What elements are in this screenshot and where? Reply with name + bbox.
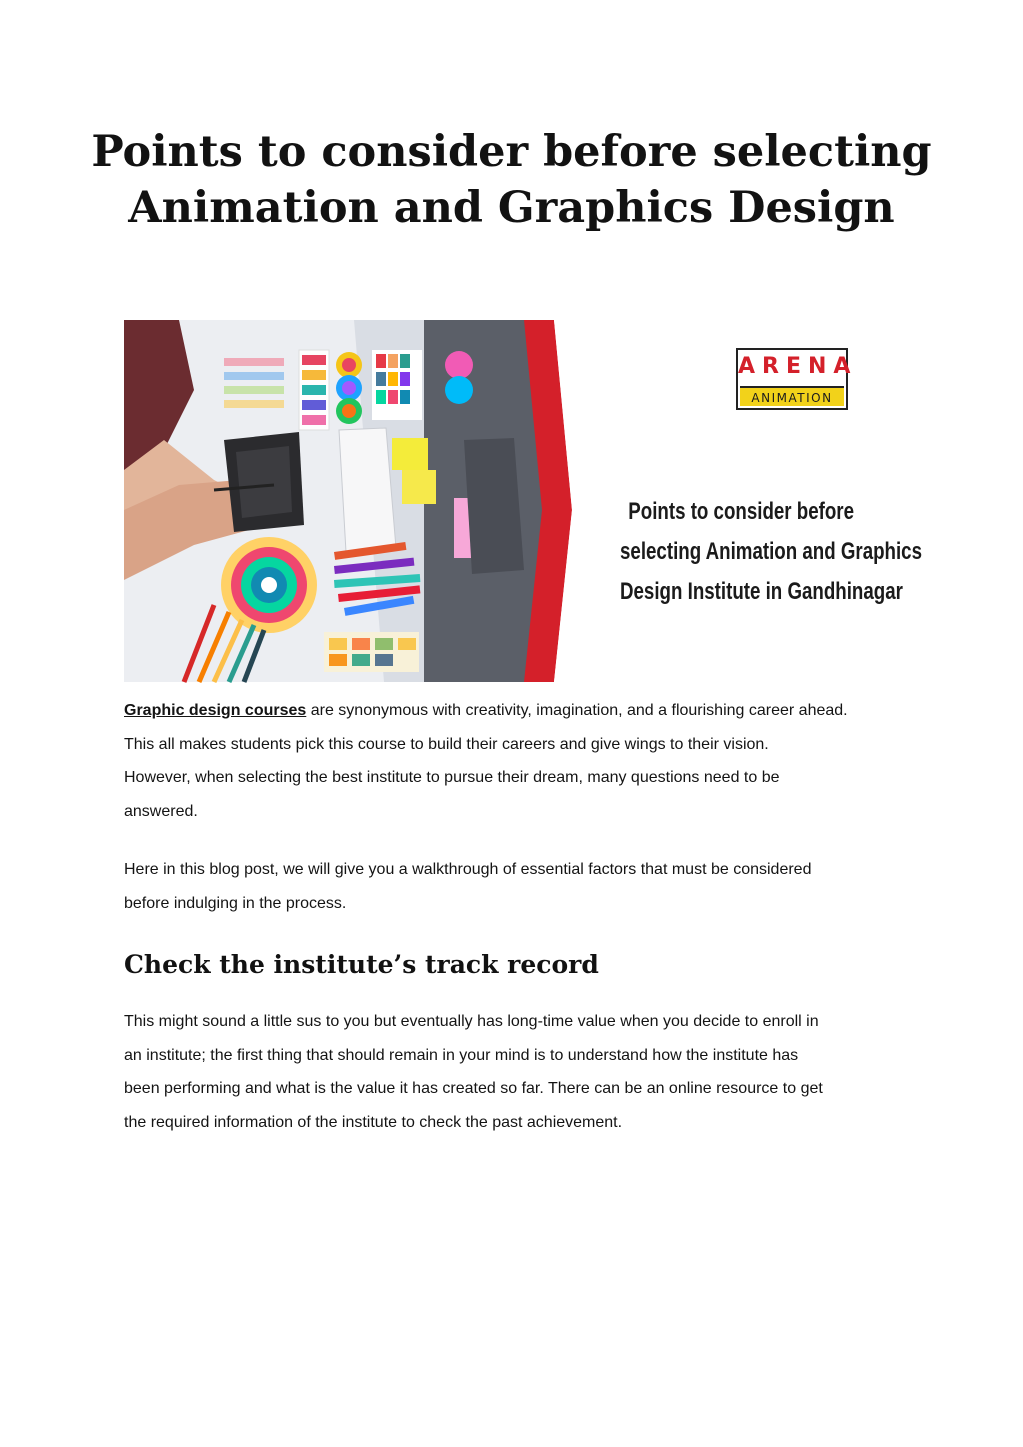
intro-line-4: answered. [124, 802, 198, 820]
intro-line-2: This all makes students pick this course to build their careers and give wings to their vision. [124, 735, 769, 753]
track-record-line-3: been performing and what is the value it has created so far. There can be an online resource to get [124, 1080, 823, 1097]
walkthrough-line-2: before indulging in the process. [124, 894, 347, 912]
banner-heading-line-3: Design Institute in Gandhinagar [620, 578, 903, 605]
section-heading: Check the institute’s track record [124, 950, 599, 979]
page-title-line-1: Points to consider before selecting [91, 127, 932, 177]
track-record-paragraph [124, 1005, 914, 1139]
intro-line-3: However, when selecting the best institute to pursue their dream, many questions need to be [124, 769, 780, 786]
intro-paragraph [124, 694, 914, 828]
walkthrough-paragraph [124, 853, 914, 920]
page-title-line-2: Animation and Graphics Design [128, 183, 895, 233]
banner-heading-line-1: Points to consider before [628, 498, 854, 525]
track-record-line-1: This might sound a little sus to you but eventually has long-time value when you decide to enroll in [124, 1013, 819, 1030]
intro-line-1-rest: are synonymous with creativity, imagination, and a flourishing career ahead. [306, 702, 848, 719]
page-title [60, 124, 963, 236]
track-record-line-4: the required information of the institute to check the past achievement. [124, 1113, 623, 1131]
arena-animation-logo [736, 348, 858, 410]
logo-text-bottom: ANIMATION [740, 386, 844, 406]
banner-image [124, 320, 923, 682]
logo-text-top: ARENA [738, 354, 858, 379]
banner-heading [620, 492, 923, 612]
walkthrough-line-1: Here in this blog post, we will give you a walkthrough of essential factors that must be considered [124, 861, 812, 878]
track-record-line-2: an institute; the first thing that should remain in your mind is to understand how the institute has [124, 1046, 799, 1064]
graphic-design-courses-link[interactable]: Graphic design courses [124, 702, 307, 719]
banner-heading-line-2: selecting Animation and Graphics [620, 538, 923, 565]
intro-line-1 [124, 694, 914, 728]
